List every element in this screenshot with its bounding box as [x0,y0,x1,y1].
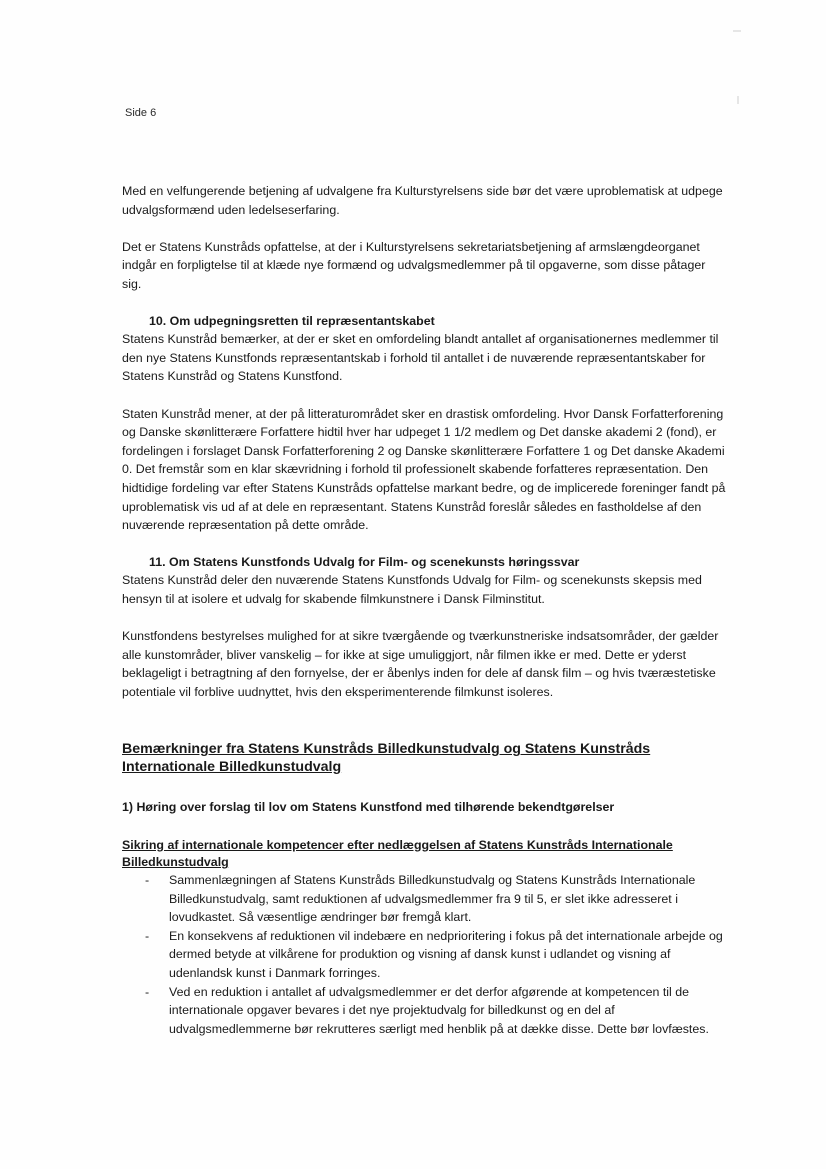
paragraph: Staten Kunstråd mener, at der på litteraturområdet sker en drastisk omfordeling. Hvor Dansk Forfatterforening og Danske skønlitterære Forfattere hidtil hver har udpeget 1 1/2 medlem og Det danske akademi 2 (fond), er fordelingen i forslaget Dansk Forfatterforening 2 og Danske skønlitterære Forfattere 1 og Det danske Akademi 0. Det fremstår som en klar skævridning i forhold til professionelt skabende forfatteres repræsentation. Den hidtidige fordeling var efter Statens Kunstråds opfattelse markant bedre, og de implicerede foreninger fandt på uproblematisk vis ud af at dele en repræsentant. Statens Kunstråd foreslår således en fastholdelse af den nuværende repræsentation på dette område. [122,406,726,533]
list-item-text: En konsekvens af reduktionen vil indebære en nedprioritering i fokus på det internationale arbejde og dermed betyde at vilkårene for produktion og visning af dansk kunst i udlandet og visning af udenlandsk kunst i Danmark forringes. [169,928,723,980]
list-item [122,927,727,983]
dash-marker: - [145,928,150,943]
competence-heading: Sikring af internationale kompetencer efter nedlæggelsen af Statens Kunstråds Internationale Billedkunstudvalg [122,838,673,870]
list-item [122,983,727,1039]
paragraph: Det er Statens Kunstråds opfattelse, at der i Kulturstyrelsens sekretariatsbetjening af armslængdeorganet indgår en forpligtelse til at klæde nye formænd og udvalgsmedlemmer på til opgaverne, som disse påtager sig. [122,239,706,291]
section-heading-10: 10. Om udpegningsretten til repræsentantskabet [149,313,435,328]
remarks-subheading: 1) Høring over forslag til lov om Statens Kunstfond med tilhørende bekendtgørelser [122,800,615,815]
bullet-list [122,871,727,1038]
document-body [122,182,727,1038]
list-item-text: Ved en reduktion i antallet af udvalgsmedlemmer er det derfor afgørende at kompetencen til de internationale opgaver bevares i det nye projektudvalg for billedkunst og en del af udvalgsmedlemmerne bør rekrutteres særligt med henblik på at dække disse. Dette bør lovfæstes. [169,984,709,1036]
paragraph: Statens Kunstråd deler den nuværende Statens Kunstfonds Udvalg for Film- og scenekunsts skepsis med hensyn til at isolere et udvalg for skabende filmkunstnere i Dansk Filminstitut. [122,573,702,606]
dash-marker: - [145,984,150,999]
scan-speck [733,30,741,32]
list-item [122,871,727,927]
section-heading-11: 11. Om Statens Kunstfonds Udvalg for Film- og scenekunsts høringssvar [149,554,580,569]
remarks-title: Bemærkninger fra Statens Kunstråds Billedkunstudvalg og Statens Kunstråds Internationale Billedkunstudvalg [122,741,651,776]
paragraph: Kunstfondens bestyrelses mulighed for at sikre tværgående og tværkunstneriske indsatsområder, der gælder alle kunstområder, bliver vanskelig – for ikke at sige umuliggjort, når filmen ikke er med. Dette er yderst beklageligt i betragtning af den fornyelse, der er åbenlys inden for dele af dansk film – og hvis tværæstetiske potentiale vil forblive uudnyttet, hvis den eksperimenterende filmkunst isoleres. [122,629,719,699]
list-item-text: Sammenlægningen af Statens Kunstråds Billedkunstudvalg og Statens Kunstråds Internationale Billedkunstudvalg, samt reduktionen af udvalgsmedlemmer fra 9 til 5, er slet ikke adresseret i lovudkastet. Så væsentlige ændringer bør fremgå klart. [169,873,696,925]
dash-marker: - [145,873,150,888]
scan-speck [737,96,739,104]
page-number: Side 6 [125,107,157,119]
paragraph: Med en velfungerende betjening af udvalgene fra Kulturstyrelsens side bør det være uproblematisk at udpege udvalgsformænd uden ledelseserfaring. [122,184,723,217]
paragraph: Statens Kunstråd bemærker, at der er sket en omfordeling blandt antallet af organisationernes medlemmer til den nye Statens Kunstfonds repræsentantskab i forhold til antallet i de nuværende repræsentantskaber for Statens Kunstråd og Statens Kunstfond. [122,332,719,384]
